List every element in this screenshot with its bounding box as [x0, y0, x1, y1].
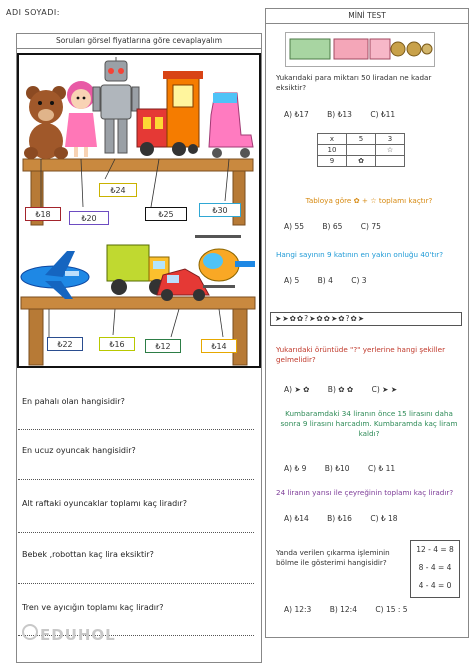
q2-option-c[interactable]: C) 75	[360, 222, 381, 231]
price-tag-robot: ₺24	[99, 183, 137, 197]
price-tag-skate: ₺30	[199, 203, 241, 217]
q7-text: Yanda verilen çıkarma işleminin bölme ile gösterimi hangisidir?	[276, 548, 390, 567]
question-train-bear-total: Tren ve ayıcığın toplamı kaç liradır?	[22, 603, 164, 612]
answer-line-3[interactable]	[18, 531, 254, 533]
q1-options	[284, 110, 411, 119]
q6-option-a[interactable]: A) ₺14	[284, 514, 309, 523]
price-tag-train: ₺25	[145, 207, 187, 221]
pattern-sequence: ➤➤✿✿?➤✿✿➤✿?✿➤	[270, 312, 462, 326]
question-cheapest: En ucuz oyuncak hangisidir?	[22, 446, 136, 455]
q1-option-c[interactable]: C) ₺11	[370, 110, 396, 119]
q3-options	[284, 276, 383, 285]
q5-option-c[interactable]: C) ₺ 11	[367, 464, 396, 473]
table-cell	[376, 156, 405, 167]
q4-option-c[interactable]: C) ➤ ➤	[371, 385, 398, 394]
roller-skate-icon	[209, 93, 253, 158]
table-cell: x	[318, 134, 347, 145]
q6-text: 24 liranın yarısı ile çeyreğinin toplamı kaç liradır?	[276, 488, 454, 497]
q4-text: Yukarıdaki örüntüde "?" yerlerine hangi şekiller gelmelidir?	[276, 345, 446, 364]
q5-option-a[interactable]: A) ₺ 9	[284, 464, 307, 473]
table-cell: 9	[318, 156, 347, 167]
airplane-icon	[21, 251, 89, 299]
money-illustration	[285, 32, 435, 67]
q1-text: Yukarıdaki para miktarı 50 liradan ne kadar eksiktir?	[276, 73, 432, 92]
q7-option-a[interactable]: A) 12:3	[284, 605, 312, 614]
q3-option-a[interactable]: A) 5	[284, 276, 300, 285]
q4-option-a[interactable]: A) ➤ ✿	[284, 385, 310, 394]
q1-option-b[interactable]: B) ₺13	[327, 110, 352, 119]
price-tag-airplane: ₺22	[47, 337, 83, 351]
q7-option-c[interactable]: C) 15 : 5	[375, 605, 408, 614]
q5-text: Kumbaramdaki 34 liranın önce 15 lirasını daha sonra 9 lirasını harcadım. Kumbaramda kaç liram kaldı?	[280, 409, 458, 438]
subtraction-line-3: 4 - 4 = 0	[418, 581, 452, 590]
table-cell: 5	[347, 134, 376, 145]
table-cell: 10	[318, 145, 347, 156]
table-cell: ☆	[376, 145, 405, 156]
q7-options	[284, 605, 424, 614]
question-most-expensive: En pahalı olan hangisidir?	[22, 397, 125, 406]
multiplication-table	[317, 133, 405, 167]
q5-options	[284, 464, 411, 473]
q3-option-b[interactable]: B) 4	[317, 276, 333, 285]
q6-option-b[interactable]: B) ₺16	[327, 514, 352, 523]
q7-option-b[interactable]: B) 12:4	[329, 605, 357, 614]
price-tag-car: ₺12	[145, 339, 181, 353]
q3-text: Hangi sayının 9 katının en yakın onluğu 40'tır?	[276, 250, 444, 259]
q1-option-a[interactable]: A) ₺17	[284, 110, 309, 119]
table-cell: 3	[376, 134, 405, 145]
instruction-text: Soruları görsel fiyatlarına göre cevaplayalım	[16, 33, 262, 49]
teddy-bear-icon	[24, 86, 68, 159]
q6-options	[284, 514, 414, 523]
answer-line-4[interactable]	[18, 582, 254, 584]
q2-options	[284, 222, 397, 231]
helicopter-icon	[195, 235, 255, 288]
q2-text: Tabloya göre ✿ + ☆ toplamı kaçtır?	[305, 196, 433, 205]
train-icon	[137, 71, 203, 156]
q4-option-b[interactable]: B) ✿ ✿	[327, 385, 354, 394]
subtraction-line-1: 12 - 4 = 8	[416, 545, 454, 554]
q2-option-b[interactable]: B) 65	[322, 222, 343, 231]
money-icon	[286, 33, 434, 66]
subtraction-line-2: 8 - 4 = 4	[418, 563, 452, 572]
table-cell	[347, 145, 376, 156]
answer-line-2[interactable]	[18, 478, 254, 480]
price-tag-helicopter: ₺14	[201, 339, 237, 353]
name-label: ADI SOYADI:	[6, 8, 60, 17]
toy-shelf-illustration	[17, 53, 261, 368]
price-tag-doll: ₺20	[69, 211, 109, 225]
logo-text: EDUHOL	[40, 626, 116, 644]
robot-icon	[93, 57, 139, 153]
q3-option-c[interactable]: C) 3	[351, 276, 367, 285]
q4-options	[284, 385, 413, 394]
question-doll-vs-robot: Bebek ,robottan kaç lira eksiktir?	[22, 550, 154, 559]
table-cell: ✿	[347, 156, 376, 167]
price-tag-truck: ₺16	[99, 337, 135, 351]
logo-circle-icon	[22, 624, 38, 640]
q2-option-a[interactable]: A) 55	[284, 222, 304, 231]
price-tag-teddy: ₺18	[25, 207, 61, 221]
subtraction-box	[410, 540, 460, 598]
q6-option-c[interactable]: C) ₺ 18	[370, 514, 398, 523]
mini-test-title: MİNİ TEST	[266, 9, 468, 24]
answer-line-1[interactable]	[18, 428, 254, 430]
question-bottom-shelf-total: Alt raftaki oyuncaklar toplamı kaç liradır?	[22, 499, 187, 508]
q5-option-b[interactable]: B) ₺10	[324, 464, 350, 473]
doll-icon	[65, 81, 97, 157]
